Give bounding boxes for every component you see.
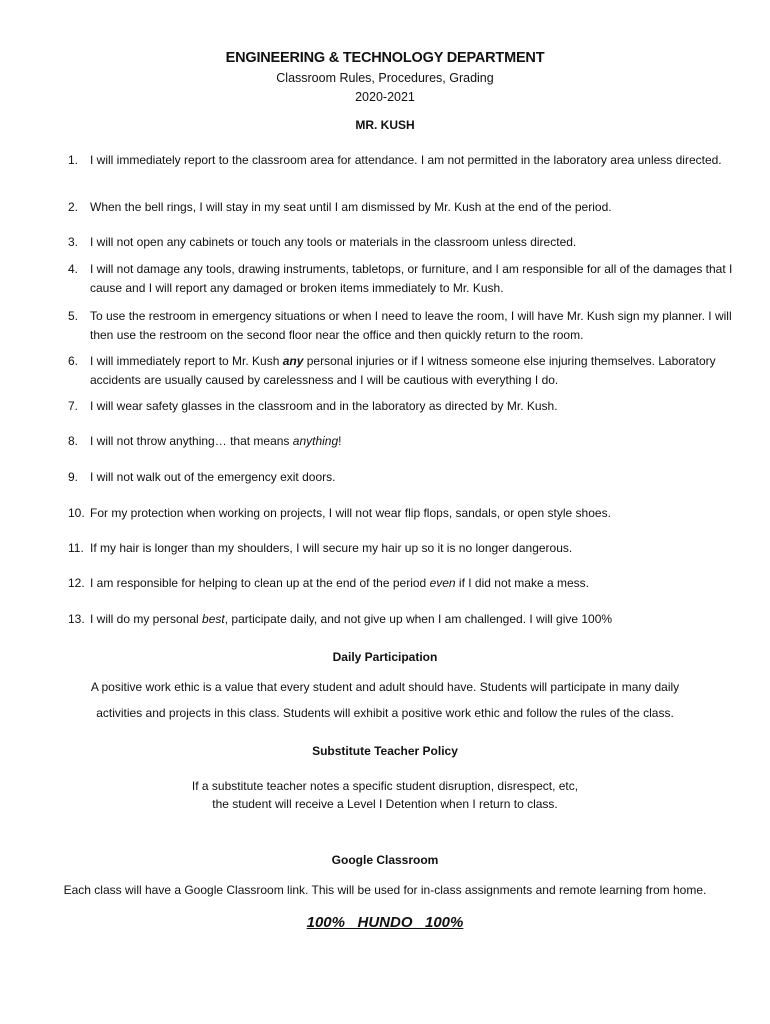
rule-text-part: I will do my personal (90, 612, 203, 626)
rule-item (68, 468, 738, 487)
rule-text-part: personal injuries or if I witness someone else injuring themselves. Laboratory accidents are usually caused by carelessness and I will be cautious with everything I do. (90, 354, 716, 387)
rule-item (68, 397, 738, 416)
rule-text-part: , participate daily, and not give up when I am challenged. I will give 100% (224, 612, 613, 626)
rule-item (68, 432, 738, 451)
document-subtitle: Classroom Rules, Procedures, Grading (276, 71, 494, 85)
rule-number: 10. (68, 506, 85, 520)
rule-emphasis: anything (292, 434, 339, 448)
google-line-1: Each class will have a Google Classroom link. This will be used for in-class assignments and remote learning from home. (63, 883, 707, 897)
rule-item (68, 233, 738, 252)
substitute-line-2: the student will receive a Level I Detention when I return to class. (212, 797, 558, 811)
rule-number: 1. (68, 153, 79, 167)
rule-text (90, 352, 738, 390)
rule-emphasis: even (429, 576, 456, 590)
rule-item (68, 610, 738, 629)
participation-heading: Daily Participation (332, 650, 438, 664)
rule-item (68, 352, 738, 390)
rule-text (90, 610, 738, 629)
rule-text: I will not open any cabinets or touch any tools or materials in the classroom unless directed. (90, 235, 577, 249)
rule-number: 2. (68, 200, 79, 214)
rule-text (90, 432, 738, 451)
rule-emphasis: best (202, 612, 225, 626)
rule-number: 5. (68, 309, 79, 323)
school-year: 2020-2021 (355, 90, 415, 104)
department-title: ENGINEERING & TECHNOLOGY DEPARTMENT (225, 50, 545, 66)
rule-item (68, 574, 738, 593)
rule-text-part: if I did not make a mess. (455, 576, 589, 590)
rule-item (68, 307, 738, 345)
rule-number: 12. (68, 576, 85, 590)
rule-number: 8. (68, 434, 79, 448)
rule-number: 3. (68, 235, 79, 249)
rule-text: When the bell rings, I will stay in my seat until I am dismissed by Mr. Kush at the end of the period. (90, 200, 612, 214)
rule-text-part: ! (338, 434, 342, 448)
participation-line-2: activities and projects in this class. Students will exhibit a positive work ethic and follow the rules of the class. (96, 706, 674, 720)
rule-text: I will not damage any tools, drawing instruments, tabletops, or furniture, and I am responsible for all of the damages that I cause and I will report any damaged or broken items immediately to Mr. Kush. (90, 262, 733, 295)
rule-item (68, 504, 738, 523)
rule-emphasis: any (282, 354, 304, 368)
rule-text: I will immediately report to the classroom area for attendance. I am not permitted in the laboratory area unless directed. (90, 153, 722, 167)
participation-line-1: A positive work ethic is a value that every student and adult should have. Students will participate in many daily (90, 680, 680, 694)
rule-number: 4. (68, 262, 79, 276)
rule-text: For my protection when working on projects, I will not wear flip flops, sandals, or open style shoes. (90, 506, 611, 520)
rule-number: 7. (68, 399, 79, 413)
rule-text: I will wear safety glasses in the classroom and in the laboratory as directed by Mr. Kush. (90, 399, 558, 413)
rule-item (68, 260, 738, 298)
rule-number: 6. (68, 354, 79, 368)
rule-number: 11. (68, 541, 84, 555)
rule-text-part: I will not throw anything… that means (90, 434, 293, 448)
motto: 100% HUNDO 100% (306, 914, 464, 931)
rule-text: To use the restroom in emergency situations or when I need to leave the room, I will have Mr. Kush sign my planner. I will then use the restroom on the second floor near the office and then quickly return to the room. (90, 309, 732, 342)
substitute-heading: Substitute Teacher Policy (312, 744, 458, 758)
rule-number: 13. (68, 612, 85, 626)
teacher-name: MR. KUSH (355, 118, 415, 132)
rule-item (68, 151, 738, 170)
rule-text: If my hair is longer than my shoulders, I will secure my hair up so it is no longer dangerous. (90, 541, 573, 555)
rule-text-part: I will immediately report to Mr. Kush (90, 354, 283, 368)
rule-text-part: I am responsible for helping to clean up at the end of the period (90, 576, 430, 590)
rule-item (68, 198, 738, 217)
rule-text (90, 574, 738, 593)
rule-number: 9. (68, 470, 79, 484)
rule-text: I will not walk out of the emergency exit doors. (90, 470, 336, 484)
substitute-line-1: If a substitute teacher notes a specific student disruption, disrespect, etc, (191, 779, 579, 793)
rule-item (68, 539, 738, 558)
google-heading: Google Classroom (331, 853, 439, 867)
